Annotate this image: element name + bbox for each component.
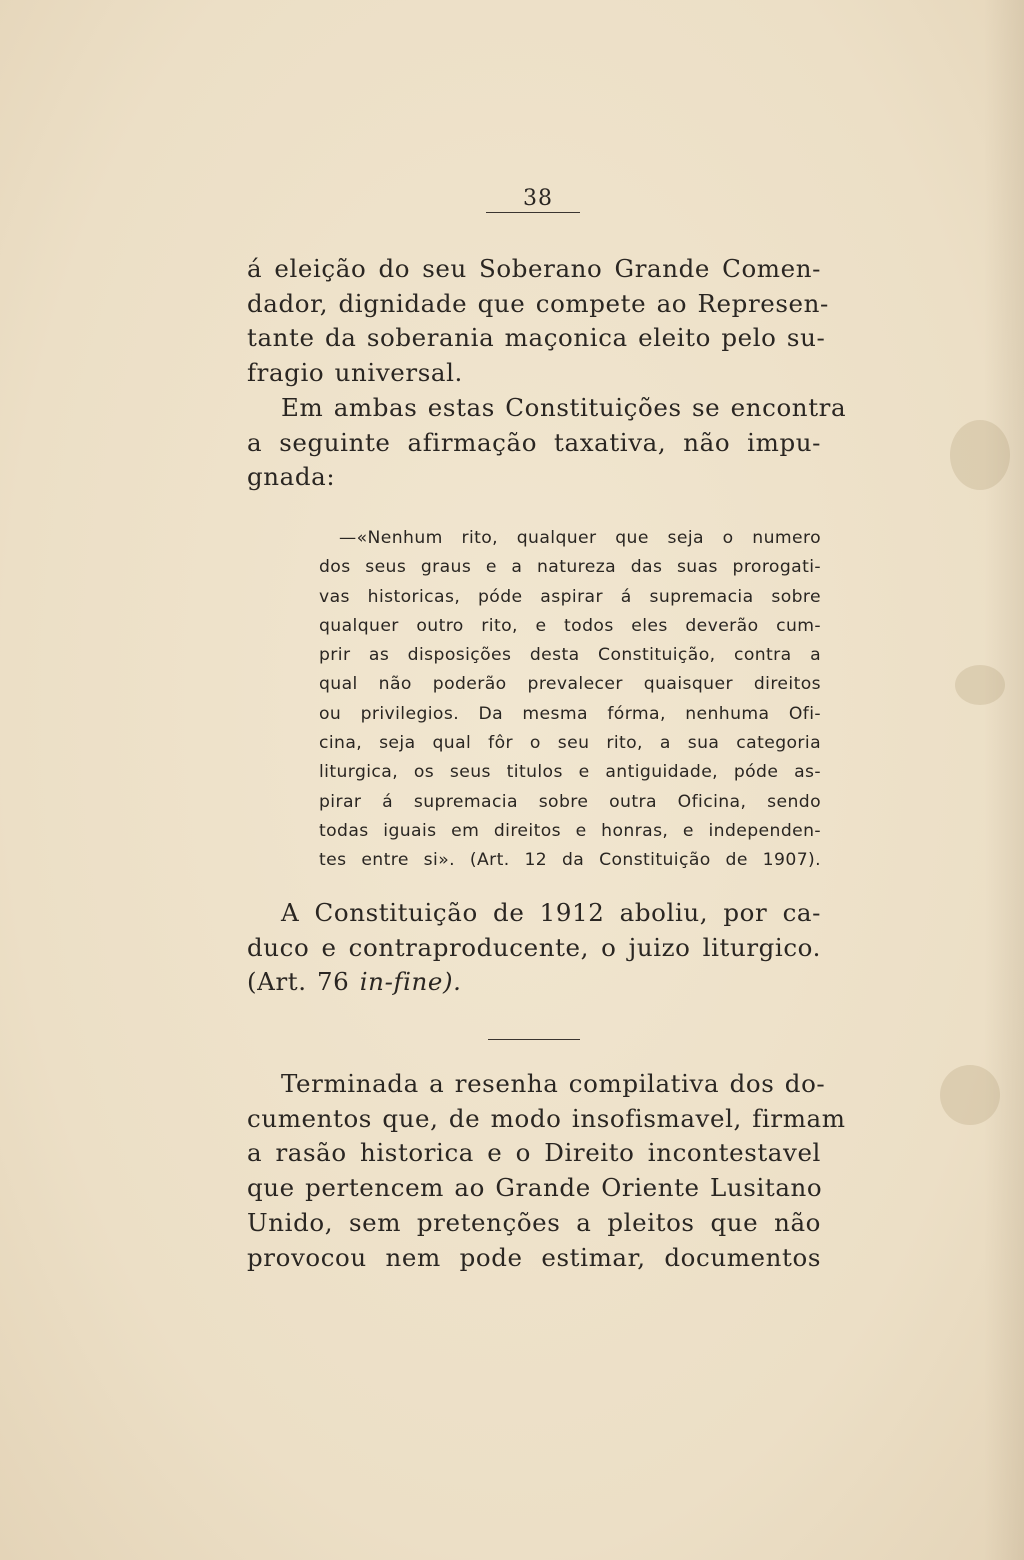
paragraph-4 bbox=[247, 896, 821, 1000]
text-line: a seguinte afirmação taxativa, não impu- bbox=[247, 427, 821, 457]
text-line: fragio universal. bbox=[247, 358, 463, 388]
paragraph-1 bbox=[247, 252, 829, 391]
page-number-rule bbox=[486, 212, 580, 213]
quote-line: todas iguais em direitos e honras, e independen- bbox=[319, 820, 821, 841]
text-line: provocou nem pode estimar, documentos bbox=[247, 1242, 821, 1272]
text-line: que pertencem ao Grande Oriente Lusitano bbox=[247, 1173, 823, 1203]
page-edge-shadow bbox=[984, 0, 1024, 1560]
quote-line: cina, seja qual fôr o seu rito, a sua categoria bbox=[319, 733, 821, 754]
paper-stain bbox=[955, 665, 1005, 705]
quotation-block bbox=[319, 524, 821, 876]
section-divider bbox=[488, 1039, 580, 1040]
paragraph-5 bbox=[247, 1067, 846, 1275]
quote-line: qual não poderão prevalecer quaisquer direitos bbox=[319, 674, 821, 695]
paragraph-2 bbox=[247, 391, 847, 495]
text-line: cumentos que, de modo insofismavel, firmam bbox=[247, 1103, 846, 1133]
quote-line: tes entre si». (Art. 12 da Constituição de 1907). bbox=[319, 850, 821, 871]
quote-line: pirar á supremacia sobre outra Oficina, sendo bbox=[319, 791, 821, 812]
text-line: á eleição do seu Soberano Grande Comen- bbox=[247, 254, 821, 283]
quote-line: prir as disposições desta Constituição, contra a bbox=[319, 645, 821, 666]
paper-stain bbox=[950, 420, 1010, 490]
text-line: Terminada a resenha compilativa dos do- bbox=[281, 1069, 826, 1098]
quote-line: liturgica, os seus titulos e antiguidade, póde as- bbox=[319, 762, 821, 783]
text-line-with-emphasis bbox=[247, 965, 821, 1000]
text-line: duco e contraproducente, o juizo liturgico. bbox=[247, 932, 821, 962]
text-line: Unido, sem pretenções a pleitos que não bbox=[247, 1207, 821, 1237]
quote-line: qualquer outro rito, e todos eles deverão cum- bbox=[319, 615, 821, 636]
quote-line: dos seus graus e a natureza das suas prorogati- bbox=[319, 557, 821, 578]
quote-line: vas historicas, póde aspirar á supremacia sobre bbox=[319, 586, 821, 607]
italic-emphasis: in-fine). bbox=[359, 967, 462, 997]
page-number: 38 bbox=[523, 186, 553, 211]
text-line: dador, dignidade que compete ao Represen- bbox=[247, 288, 829, 318]
text-line: tante da soberania maçonica eleito pelo su- bbox=[247, 323, 826, 353]
quote-line: ou privilegios. Da mesma fórma, nenhuma Ofi- bbox=[319, 703, 821, 724]
paper-stain bbox=[940, 1065, 1000, 1125]
quote-line: —«Nenhum rito, qualquer que seja o numero bbox=[339, 528, 821, 548]
text-line: gnada: bbox=[247, 462, 336, 492]
text-line: a rasão historica e o Direito incontestavel bbox=[247, 1138, 821, 1168]
text-line: A Constituição de 1912 aboliu, por ca- bbox=[281, 898, 821, 927]
text-segment: (Art. 76 bbox=[247, 967, 360, 997]
text-line: Em ambas estas Constituições se encontra bbox=[281, 393, 847, 422]
